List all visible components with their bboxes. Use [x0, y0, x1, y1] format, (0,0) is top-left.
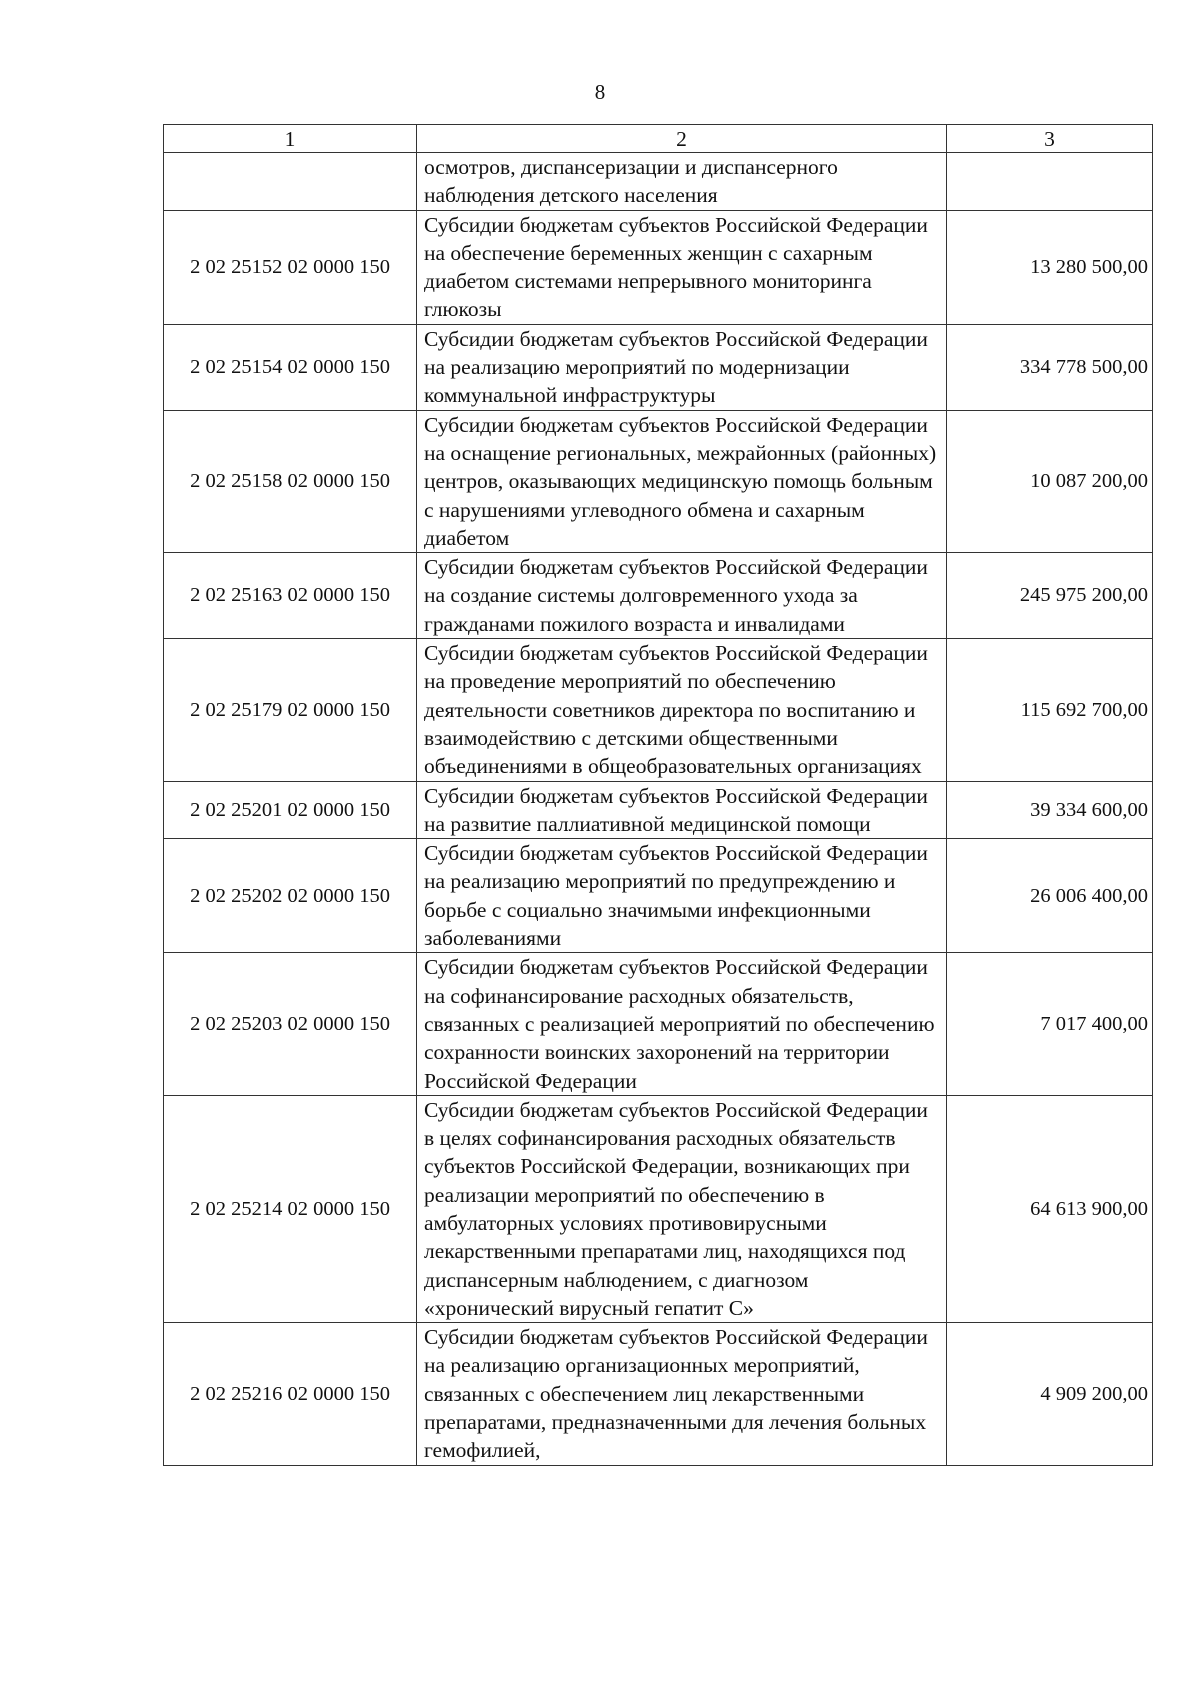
table-body	[164, 153, 1153, 1466]
table-row	[164, 1323, 1153, 1465]
amount-cell: 10 087 200,00	[947, 410, 1153, 552]
budget-code-cell: 2 02 25152 02 0000 150	[164, 210, 417, 324]
column-header-amount: 3	[947, 125, 1153, 153]
budget-revenue-table	[163, 124, 1153, 1466]
budget-code-cell: 2 02 25163 02 0000 150	[164, 553, 417, 639]
table-row	[164, 553, 1153, 639]
page-number: 8	[594, 80, 606, 104]
table-row	[164, 210, 1153, 324]
table-row	[164, 410, 1153, 552]
revenue-name-cell: Субсидии бюджетам субъектов Российской Федерации на реализацию организационных мероприятий, связанных с обеспечением лиц лекарственными препаратами, предназначенными для лечения больных гемофилией,	[417, 1323, 947, 1465]
revenue-name-cell: Субсидии бюджетам субъектов Российской Федерации на оснащение региональных, межрайонных (районных) центров, оказывающих медицинскую помощь больным с нарушениями углеводного обмена и сахарным диабетом	[417, 410, 947, 552]
column-header-name: 2	[417, 125, 947, 153]
budget-code-cell: 2 02 25201 02 0000 150	[164, 781, 417, 839]
budget-code-cell: 2 02 25179 02 0000 150	[164, 639, 417, 781]
column-header-code: 1	[164, 125, 417, 153]
revenue-name-cell: Субсидии бюджетам субъектов Российской Федерации на софинансирование расходных обязательств, связанных с реализацией мероприятий по обеспечению сохранности воинских захоронений на территории Российской Федерации	[417, 953, 947, 1095]
budget-code-cell: 2 02 25202 02 0000 150	[164, 839, 417, 953]
table-header	[164, 125, 1153, 153]
amount-cell: 334 778 500,00	[947, 324, 1153, 410]
revenue-name-cell: Субсидии бюджетам субъектов Российской Федерации в целях софинансирования расходных обязательств субъектов Российской Федерации, возникающих при реализации мероприятий по обеспечению в амбулаторных условиях противовирусными лекарственными препаратами лиц, находящихся под диспансерным наблюдением, с диагнозом «хронический вирусный гепатит С»	[417, 1095, 947, 1322]
amount-cell: 39 334 600,00	[947, 781, 1153, 839]
revenue-name-cell: Субсидии бюджетам субъектов Российской Федерации на реализацию мероприятий по модернизации коммунальной инфраструктуры	[417, 324, 947, 410]
header-row	[164, 125, 1153, 153]
amount-cell: 245 975 200,00	[947, 553, 1153, 639]
revenue-name-cell: Субсидии бюджетам субъектов Российской Федерации на обеспечение беременных женщин с сахарным диабетом системами непрерывного мониторинга глюкозы	[417, 210, 947, 324]
amount-cell	[947, 153, 1153, 211]
table-row	[164, 839, 1153, 953]
amount-cell: 26 006 400,00	[947, 839, 1153, 953]
table-row	[164, 639, 1153, 781]
revenue-name-cell: Субсидии бюджетам субъектов Российской Федерации на развитие паллиативной медицинской помощи	[417, 781, 947, 839]
budget-code-cell	[164, 153, 417, 211]
revenue-name-cell: Субсидии бюджетам субъектов Российской Федерации на проведение мероприятий по обеспечению деятельности советников директора по воспитанию и взаимодействию с детскими общественными объединениями в общеобразовательных организациях	[417, 639, 947, 781]
budget-code-cell: 2 02 25214 02 0000 150	[164, 1095, 417, 1322]
budget-code-cell: 2 02 25158 02 0000 150	[164, 410, 417, 552]
amount-cell: 4 909 200,00	[947, 1323, 1153, 1465]
budget-code-cell: 2 02 25203 02 0000 150	[164, 953, 417, 1095]
table-row	[164, 953, 1153, 1095]
revenue-name-cell: Субсидии бюджетам субъектов Российской Федерации на реализацию мероприятий по предупреждению и борьбе с социально значимыми инфекционными заболеваниями	[417, 839, 947, 953]
table-row	[164, 781, 1153, 839]
table-row	[164, 153, 1153, 211]
budget-code-cell: 2 02 25216 02 0000 150	[164, 1323, 417, 1465]
table-row	[164, 1095, 1153, 1322]
amount-cell: 7 017 400,00	[947, 953, 1153, 1095]
revenue-name-cell: осмотров, диспансеризации и диспансерного наблюдения детского населения	[417, 153, 947, 211]
amount-cell: 13 280 500,00	[947, 210, 1153, 324]
amount-cell: 64 613 900,00	[947, 1095, 1153, 1322]
revenue-name-cell: Субсидии бюджетам субъектов Российской Федерации на создание системы долговременного ухода за гражданами пожилого возраста и инвалидами	[417, 553, 947, 639]
budget-code-cell: 2 02 25154 02 0000 150	[164, 324, 417, 410]
table-row	[164, 324, 1153, 410]
amount-cell: 115 692 700,00	[947, 639, 1153, 781]
